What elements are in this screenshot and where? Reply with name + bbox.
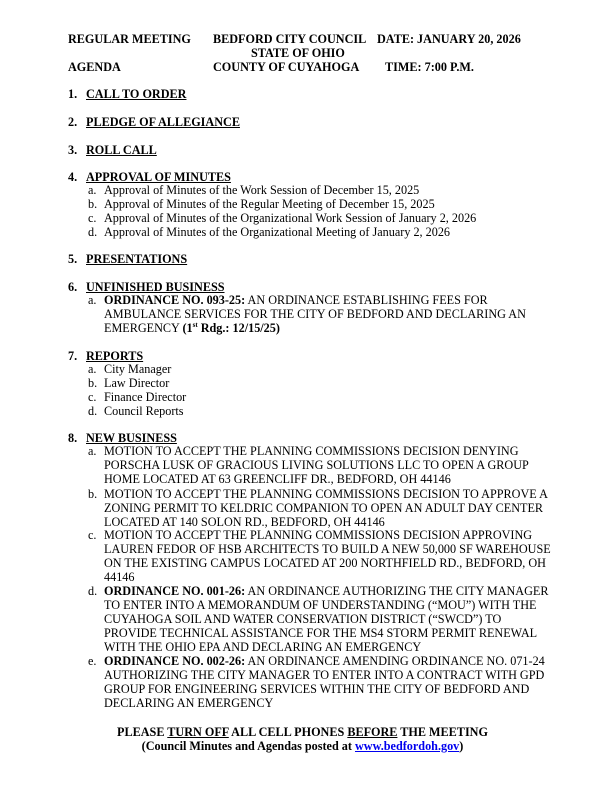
notice-emphasis: BEFORE [347,725,398,739]
document-type: AGENDA [68,60,121,74]
item-letter: d. [88,225,98,239]
reading-info [182,321,279,335]
item-letter: a. [88,183,97,197]
section-number: 7. [68,349,78,363]
section-number: 3. [68,143,78,157]
item-letter: e. [88,654,97,668]
notice-text: ALL CELL PHONES [228,725,348,739]
item-text: MOTION TO ACCEPT THE PLANNING COMMISSIONS DECISION TO APPROVE A ZONING PERMIT TO KELDRIC COMPANION TO OPEN AN ADULT DAY CENTER LOCATED AT 140 SOLON RD., BEDFORD, OH 44146 [104,487,548,529]
section-title: APPROVAL OF MINUTES [86,170,231,184]
item-letter: d. [88,404,98,418]
ordinance-description: AN ORDINANCE AMENDING ORDINANCE NO. 071-24 AUTHORIZING THE CITY MANAGER TO ENTER INTO A CONTRACT WITH GPD GROUP FOR ENGINEERING SERVICES WITHIN THE CITY OF BEDFORD AND DECLARING AN EMERGENCY [104,654,545,710]
item-letter: c. [88,528,97,542]
reading-date: Rdg.: 12/15/25) [197,321,280,335]
item-letter: a. [88,362,97,376]
item-text: MOTION TO ACCEPT THE PLANNING COMMISSIONS DECISION DENYING PORSCHA LUSK OF GRACIOUS LIVING SOLUTIONS LLC TO OPEN A GROUP HOME LOCATED AT 63 GREENCLIFF DR., BEDFORD, OH 44146 [104,444,529,486]
item-letter: a. [88,293,97,307]
item-text: Approval of Minutes of the Work Session of December 15, 2025 [104,183,420,197]
section-title: PRESENTATIONS [86,252,188,266]
ordinance-number: ORDINANCE NO. 002-26: [104,654,246,668]
section-number: 5. [68,252,78,266]
section-title: NEW BUSINESS [86,431,177,445]
item-text: Approval of Minutes of the Organizational Meeting of January 2, 2026 [104,225,451,239]
state-name: STATE OF OHIO [251,46,345,60]
item-text [104,654,552,710]
section-number: 2. [68,115,78,129]
posting-text: ) [459,739,464,753]
reading-ordinal: st [192,320,198,329]
posting-text: (Council Minutes and Agendas posted at [141,739,355,753]
notice-text: PLEASE [117,725,168,739]
posting-notice [0,739,605,753]
section-number: 4. [68,170,78,184]
item-text: MOTION TO ACCEPT THE PLANNING COMMISSIONS DECISION APPROVING LAUREN FEDOR OF HSB ARCHITECTS TO BUILD A NEW 50,000 SF WAREHOUSE ON THE EXISTING CAMPUS LOCATED AT 200 NORTHFIELD RD., BEDFORD, OH 44146 [104,528,551,584]
item-text: Approval of Minutes of the Regular Meeting of December 15, 2025 [104,197,435,211]
notice-emphasis: TURN OFF [167,725,229,739]
section-number: 8. [68,431,78,445]
meeting-type: REGULAR MEETING [68,32,191,46]
item-text: City Manager [104,362,172,376]
meeting-date: DATE: JANUARY 20, 2026 [377,32,521,46]
section-title: PLEDGE OF ALLEGIANCE [86,115,240,129]
section-number: 6. [68,280,78,294]
county-name: COUNTY OF CUYAHOGA [213,60,360,74]
section-number: 1. [68,87,78,101]
section-title: UNFINISHED BUSINESS [86,280,225,294]
item-letter: a. [88,444,97,458]
item-text [104,584,552,654]
item-text: Approval of Minutes of the Organizational Work Session of January 2, 2026 [104,211,477,225]
website-link[interactable]: www.bedfordoh.gov [354,739,460,753]
item-letter: b. [88,197,98,211]
item-text [104,293,552,335]
ordinance-number: ORDINANCE NO. 001-26: [104,584,246,598]
item-text: Finance Director [104,390,187,404]
council-name: BEDFORD CITY COUNCIL [213,32,367,46]
item-text: Council Reports [104,404,184,418]
item-letter: d. [88,584,98,598]
cell-phone-notice [0,725,605,739]
section-title: ROLL CALL [86,143,157,157]
ordinance-number: ORDINANCE NO. 093-25: [104,293,246,307]
meeting-time: TIME: 7:00 P.M. [385,60,474,74]
notice-text: THE MEETING [397,725,488,739]
reading-prefix: (1 [182,321,193,335]
ordinance-description: AN ORDINANCE AUTHORIZING THE CITY MANAGER TO ENTER INTO A MEMORANDUM OF UNDERSTANDING (“MOU”) WITH THE CUYAHOGA SOIL AND WATER CONSERVATION DISTRICT (“SWCD”) TO PROVIDE TECHNICAL ASSISTANCE FOR THE MS4 STORM PERMIT RENEWAL WITH THE OHIO EPA AND DECLARING AN EMERGENCY [104,584,549,654]
ordinance-description: AN ORDINANCE ESTABLISHING FEES FOR AMBULANCE SERVICES FOR THE CITY OF BEDFORD AND DECLARING AN EMERGENCY [104,293,526,335]
section-title: CALL TO ORDER [86,87,187,101]
item-letter: b. [88,376,98,390]
item-letter: b. [88,487,98,501]
item-text: Law Director [104,376,170,390]
section-title: REPORTS [86,349,144,363]
item-letter: c. [88,211,97,225]
item-letter: c. [88,390,97,404]
